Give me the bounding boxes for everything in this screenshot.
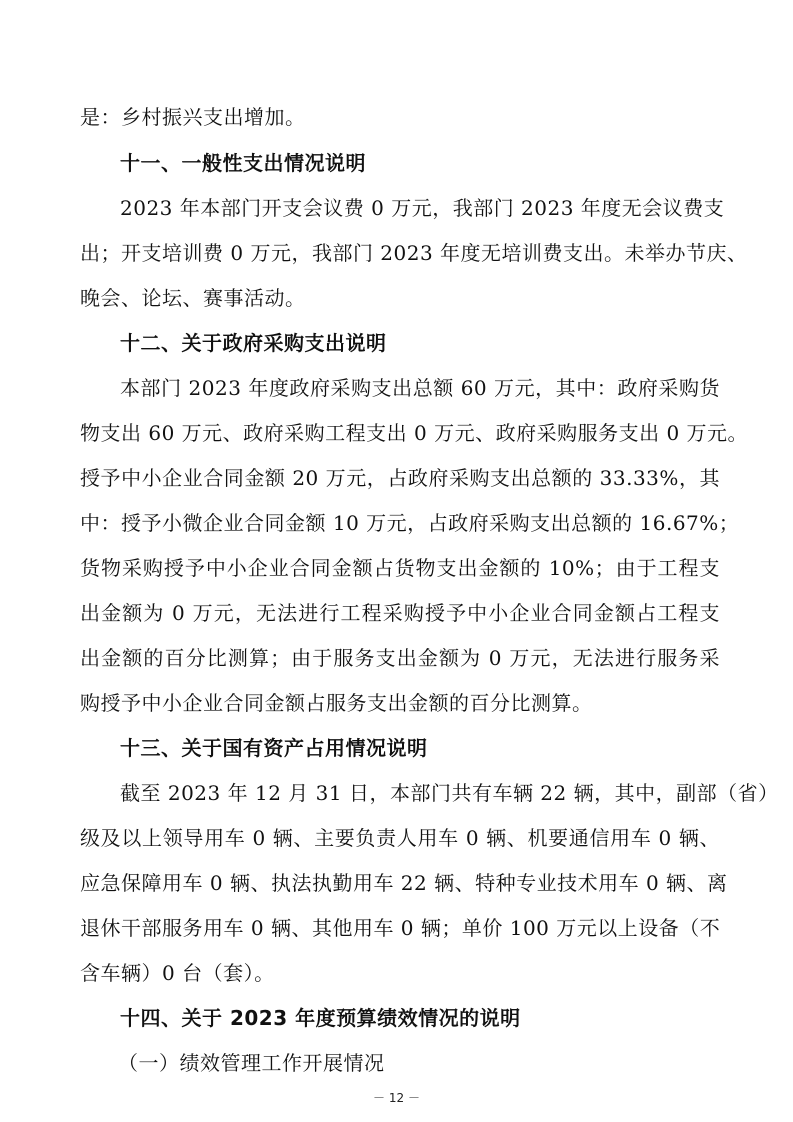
paragraph-line: 货物采购授予中小企业合同金额占货物支出金额的 10%；由于工程支	[80, 556, 720, 580]
subsection-heading: （一）绩效管理工作开展情况	[118, 1051, 385, 1075]
paragraph-line: 中：授予小微企业合同金额 10 万元，占政府采购支出总额的 16.67%；	[80, 511, 740, 535]
paragraph-line: 购授予中小企业合同金额占服务支出金额的百分比测算。	[80, 691, 593, 715]
paragraph-line: 2023 年本部门开支会议费 0 万元，我部门 2023 年度无会议费支	[120, 196, 725, 220]
paragraph-line: 出金额为 0 万元，无法进行工程采购授予中小企业合同金额占工程支	[80, 601, 720, 625]
paragraph-line: 晚会、论坛、赛事活动。	[80, 286, 306, 310]
paragraph-line: 级及以上领导用车 0 辆、主要负责人用车 0 辆、机要通信用车 0 辆、	[80, 826, 720, 850]
paragraph-line: 是：乡村振兴支出增加。	[80, 105, 306, 129]
paragraph-line: 授予中小企业合同金额 20 万元，占政府采购支出总额的 33.33%，其	[80, 466, 720, 490]
section-heading-12: 十二、关于政府采购支出说明	[120, 331, 387, 355]
paragraph-line: 出金额的百分比测算；由于服务支出金额为 0 万元，无法进行服务采	[80, 646, 720, 670]
paragraph-line: 本部门 2023 年度政府采购支出总额 60 万元，其中：政府采购货	[120, 376, 720, 400]
paragraph-line: 物支出 60 万元、政府采购工程支出 0 万元、政府采购服务支出 0 万元。	[80, 421, 749, 445]
page-number: － 12 －	[373, 1091, 420, 1105]
section-heading-13: 十三、关于国有资产占用情况说明	[120, 736, 428, 760]
paragraph-line: 出；开支培训费 0 万元，我部门 2023 年度无培训费支出。未举办节庆、	[80, 241, 748, 265]
section-heading-14: 十四、关于 2023 年度预算绩效情况的说明	[120, 1006, 521, 1030]
paragraph-line: 退休干部服务用车 0 辆、其他用车 0 辆；单价 100 万元以上设备（不	[80, 916, 721, 940]
section-heading-11: 十一、一般性支出情况说明	[120, 151, 366, 175]
paragraph-line: 含车辆）0 台（套）。	[80, 961, 275, 985]
paragraph-line: 截至 2023 年 12 月 31 日，本部门共有车辆 22 辆，其中，副部（省）	[120, 781, 779, 805]
paragraph-line: 应急保障用车 0 辆、执法执勤用车 22 辆、特种专业技术用车 0 辆、离	[80, 871, 728, 895]
